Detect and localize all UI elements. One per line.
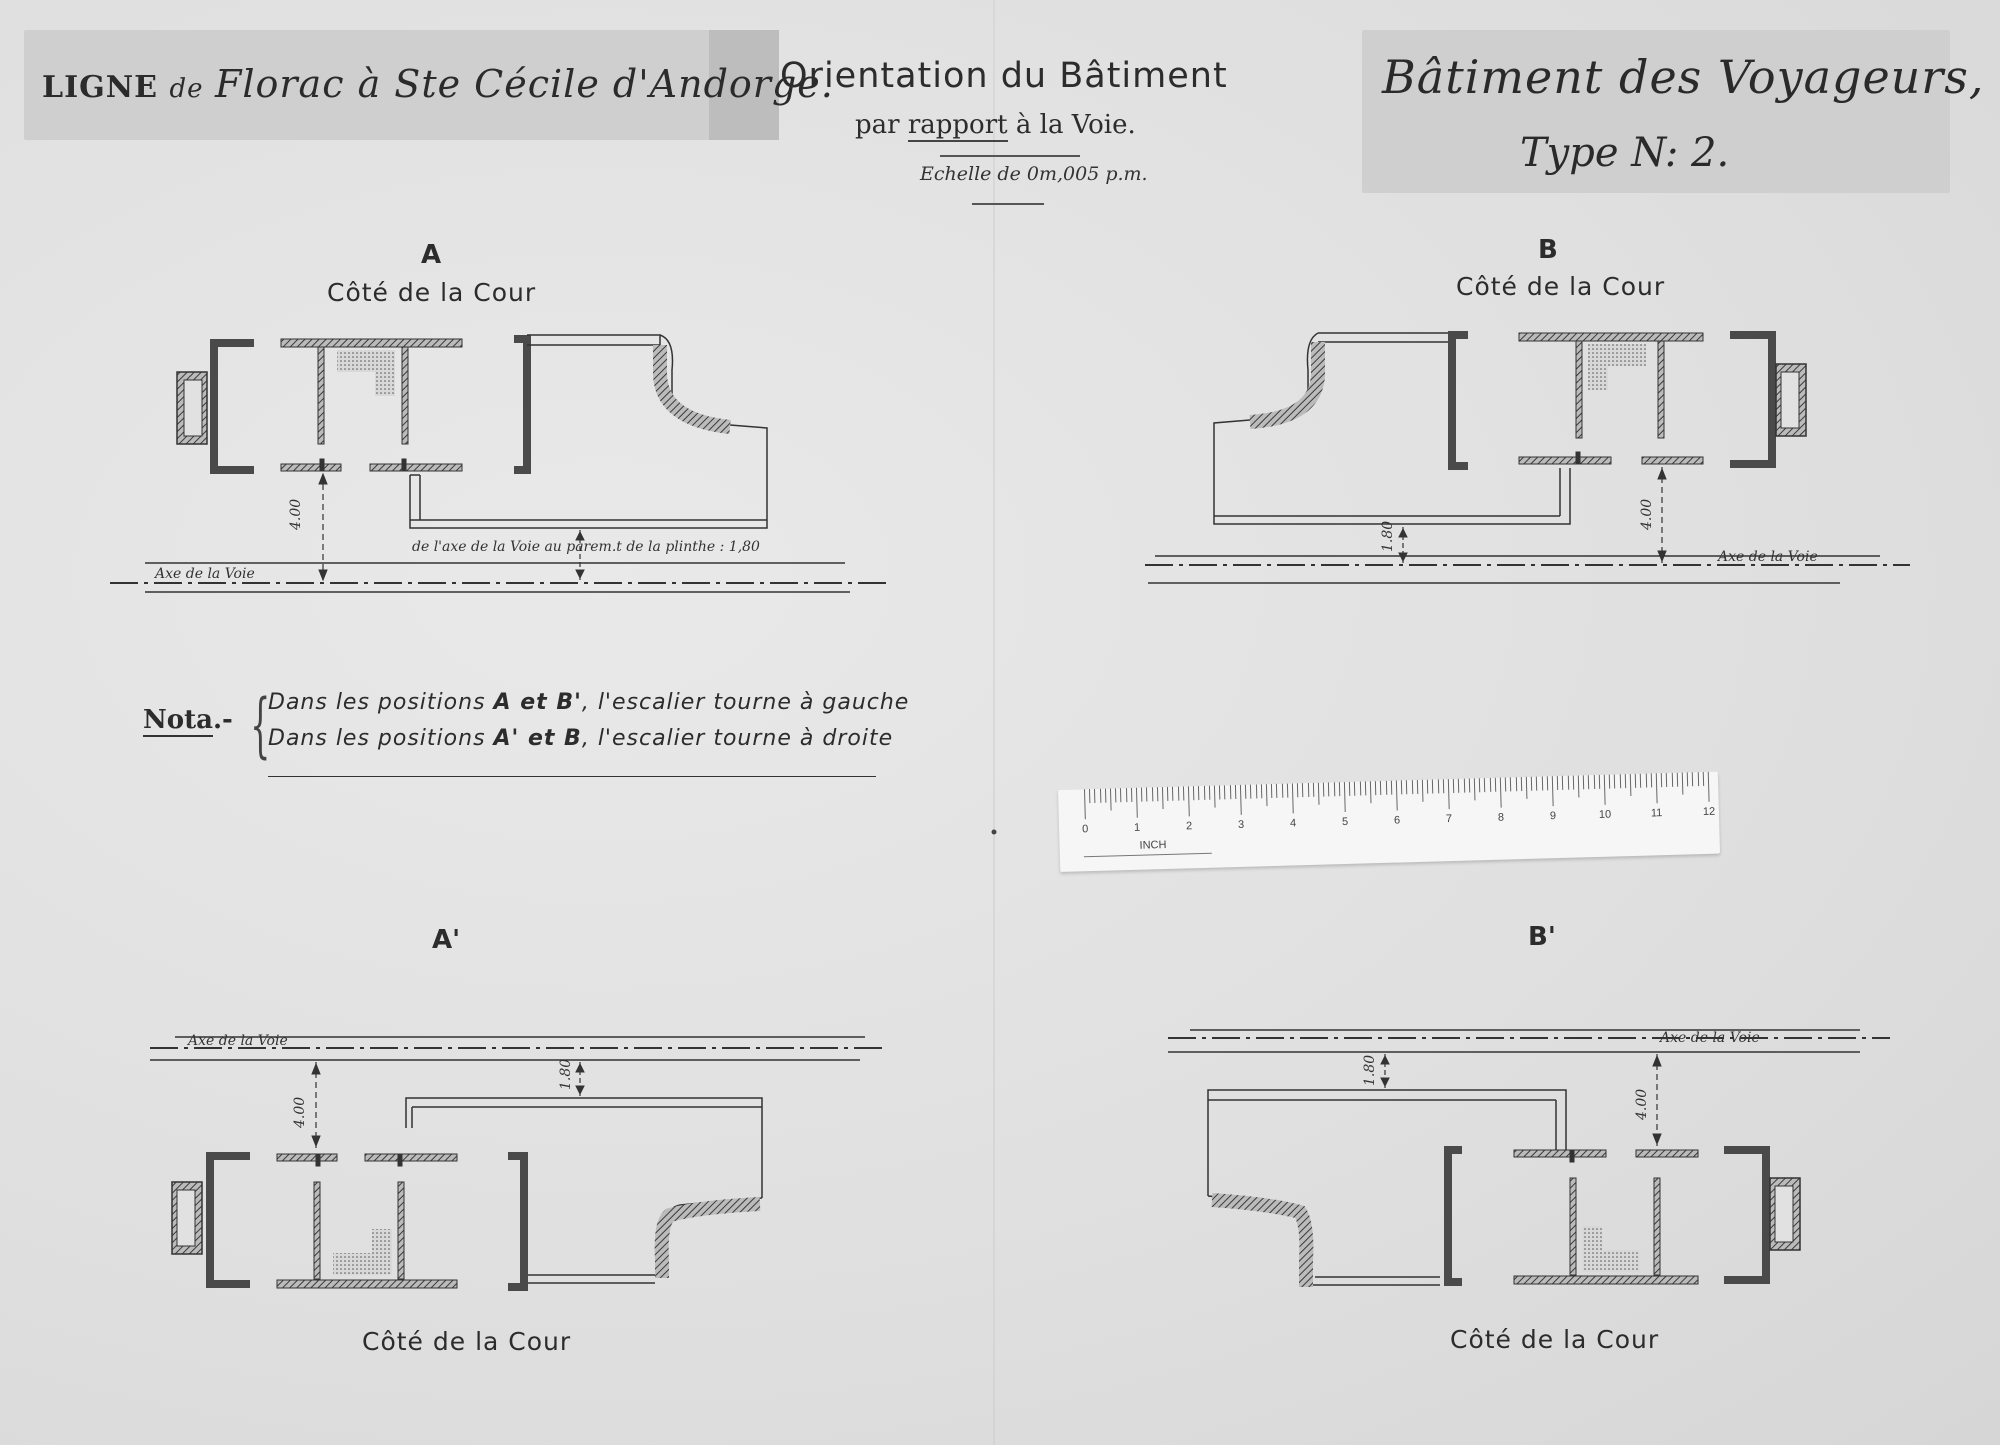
ruler-tick — [1240, 785, 1242, 815]
nota-line-2: Dans les positions A' et B, l'escalier tourne à droite — [268, 726, 894, 751]
ruler-tick — [1250, 785, 1251, 799]
ruler-tick — [1396, 781, 1398, 811]
ruler-tick — [1287, 784, 1288, 798]
ruler-tick — [1697, 772, 1698, 786]
ruler-tick — [1307, 783, 1308, 797]
ruler-tick — [1167, 787, 1168, 801]
ruler-tick — [1692, 772, 1693, 786]
ruler-tick — [1599, 775, 1600, 789]
sub-voie: à la Voie. — [1015, 110, 1136, 140]
ruler-tick — [1198, 786, 1199, 800]
line-route: Florac à Ste Cécile d'Andorge. — [214, 62, 834, 106]
plan-a-prime-dim-4: 4.00 — [292, 1096, 308, 1128]
ruler-tick — [1619, 774, 1620, 788]
sub-rapport: rapport — [907, 110, 1008, 140]
plan-b-cour: Côté de la Cour — [1456, 272, 1666, 301]
ruler-tick — [1183, 786, 1184, 800]
ruler-tick — [1422, 780, 1424, 802]
ruler-tick — [1302, 783, 1303, 797]
ruler-tick — [1162, 787, 1164, 809]
plan-b-axe: Axe de la Voie — [1718, 549, 1818, 565]
plan-b-prime-cour: Côté de la Cour — [1450, 1325, 1660, 1354]
ruler-tick — [1261, 784, 1262, 798]
plan-a-axe: Axe de la Voie — [155, 566, 255, 582]
ruler-tick — [1562, 776, 1563, 790]
plan-a-prime — [150, 1037, 885, 1288]
ruler-tick — [1640, 774, 1641, 788]
plan-a-prime-dim-1-80: 1.80 — [558, 1058, 574, 1090]
ruler-number: 9 — [1549, 810, 1557, 823]
nota-label: Nota.- — [143, 705, 233, 735]
plan-b-prime-axe: Axe de la Voie — [1660, 1030, 1760, 1046]
ruler-tick — [1146, 788, 1147, 802]
ruler-tick — [1687, 772, 1688, 786]
ruler-tick — [1495, 778, 1496, 792]
ruler-tick — [1489, 778, 1490, 792]
ruler-tick — [1547, 776, 1548, 790]
ruler-tick — [1656, 773, 1658, 803]
plan-b-dim-4: 4.00 — [1639, 498, 1655, 530]
plan-a-prime-cour: Côté de la Cour — [362, 1327, 572, 1356]
plan-b-prime-dim-1-80: 1.80 — [1362, 1054, 1378, 1086]
ruler-tick — [1131, 788, 1132, 802]
ruler-tick — [1479, 778, 1480, 792]
ruler-number: 8 — [1497, 811, 1505, 824]
ruler-tick — [1671, 773, 1672, 787]
ruler-tick — [1115, 788, 1116, 802]
ruler-number: 12 — [1702, 805, 1716, 819]
plan-b-prime-letter: B' — [1528, 922, 1556, 952]
ruler-tick — [1188, 786, 1190, 816]
ruler-number: 0 — [1081, 823, 1089, 836]
ruler-tick — [1323, 783, 1324, 797]
ruler-tick — [1120, 788, 1121, 802]
ruler-tick — [1708, 772, 1710, 802]
ruler-inch-line — [1084, 853, 1212, 858]
ruler-tick — [1359, 782, 1360, 796]
building-title: Bâtiment des Voyageurs, — [1382, 50, 1985, 104]
ruler-tick — [1401, 780, 1402, 794]
ruler-number: 7 — [1445, 813, 1453, 826]
ruler-tick — [1666, 773, 1667, 787]
ruler-number: 1 — [1133, 821, 1141, 834]
ruler-number: 6 — [1393, 814, 1401, 827]
ruler-tick — [1536, 777, 1537, 791]
ruler-tick — [1152, 787, 1153, 801]
ruler-tick — [1266, 784, 1268, 806]
plan-b — [1145, 333, 1910, 583]
ruler-tick — [1235, 785, 1236, 799]
ruler-tick — [1682, 773, 1684, 795]
ruler-tick — [1567, 776, 1568, 790]
ruler-tick — [1645, 774, 1646, 788]
ruler-tick — [1614, 774, 1615, 788]
ruler-tick — [1630, 774, 1632, 796]
ruler-unit: INCH — [1139, 838, 1167, 852]
ruler-tick — [1209, 786, 1210, 800]
ruler-tick — [1110, 789, 1112, 811]
ruler-tick — [1245, 785, 1246, 799]
plan-a-cour: Côté de la Cour — [327, 278, 537, 307]
orientation-title: Orientation du Bâtiment — [780, 56, 1228, 96]
ruler-tick — [1578, 775, 1580, 797]
ruler-tick — [1385, 781, 1386, 795]
ruler-tick — [1552, 776, 1554, 806]
ruler-tick — [1573, 776, 1574, 790]
ruler-tick — [1593, 775, 1594, 789]
ruler-tick — [1406, 780, 1407, 794]
nota-brace: { — [250, 684, 271, 766]
ruler-tick — [1625, 774, 1626, 788]
ruler-tick — [1453, 779, 1454, 793]
ruler-tick — [1354, 782, 1355, 796]
plan-b-dim-1-80: 1.80 — [1380, 520, 1396, 552]
ruler-tick — [1427, 780, 1428, 794]
ruler-tick — [1349, 782, 1350, 796]
ruler-number: 11 — [1650, 807, 1663, 820]
nota-line-1: Dans les positions A et B', l'escalier tourne à gauche — [268, 690, 910, 715]
ruler-tick — [1448, 779, 1450, 809]
ruler-tick — [1204, 786, 1205, 800]
ruler-tick — [1443, 779, 1444, 793]
sub-par: par — [855, 110, 900, 140]
ruler-tick — [1651, 773, 1652, 787]
ruler-tick — [1297, 783, 1298, 797]
ruler-tick — [1271, 784, 1272, 798]
ruler-tick — [1588, 775, 1589, 789]
ruler-tick — [1100, 789, 1101, 803]
ruler-tick — [1531, 777, 1532, 791]
ruler-tick — [1469, 779, 1470, 793]
ruler-tick — [1136, 788, 1138, 818]
ruler-tick — [1635, 774, 1636, 788]
ruler-tick — [1458, 779, 1459, 793]
line-word: LIGNE — [42, 70, 159, 105]
ruler-tick — [1365, 781, 1366, 795]
ruler-tick — [1339, 782, 1340, 796]
ruler-tick — [1344, 782, 1346, 812]
ruler-tick — [1256, 784, 1257, 798]
ruler-tick — [1583, 775, 1584, 789]
plan-a-letter: A — [421, 240, 442, 270]
ruler-tick — [1703, 772, 1704, 786]
ruler-tick — [1126, 788, 1127, 802]
plan-a-prime-letter: A' — [432, 925, 461, 955]
ruler-tick — [1432, 780, 1433, 794]
ruler-tick — [1557, 776, 1558, 790]
stray-dot — [992, 830, 997, 835]
line-de: de — [169, 74, 204, 104]
ruler-tick — [1193, 786, 1194, 800]
ruler-tick — [1084, 789, 1086, 819]
ruler-number: 4 — [1289, 817, 1297, 830]
ruler-tick — [1391, 781, 1392, 795]
ruler-tick — [1282, 784, 1283, 798]
ruler-tick — [1318, 783, 1320, 805]
ruler-tick — [1521, 777, 1522, 791]
ruler-tick — [1219, 785, 1220, 799]
ruler-tick — [1105, 789, 1106, 803]
ruler-tick — [1417, 780, 1418, 794]
ruler-tick — [1526, 777, 1528, 799]
ruler-tick — [1474, 778, 1476, 800]
ruler-tick — [1333, 782, 1334, 796]
plan-b-prime — [1168, 1030, 1890, 1287]
ruler-tick — [1292, 783, 1294, 813]
ruler-tick — [1178, 787, 1179, 801]
ruler-tick — [1500, 778, 1502, 808]
plan-b-letter: B — [1538, 235, 1558, 265]
scale-label: Echelle de 0m,005 p.m. — [920, 163, 1148, 185]
ruler-tick — [1328, 782, 1329, 796]
ruler-tick — [1505, 777, 1506, 791]
ruler-tick — [1541, 776, 1542, 790]
ruler-tick — [1515, 777, 1516, 791]
ruler-number: 10 — [1598, 808, 1612, 821]
ruler-tick — [1172, 787, 1173, 801]
plan-b-prime-dim-4: 4.00 — [1634, 1088, 1650, 1120]
ruler-number: 3 — [1237, 818, 1245, 831]
ruler-tick — [1089, 789, 1090, 803]
ruler-tick — [1094, 789, 1095, 803]
building-type: Type N: 2. — [1520, 130, 1730, 176]
ruler-tick — [1661, 773, 1662, 787]
ruler-tick — [1604, 775, 1606, 805]
ruler-tick — [1230, 785, 1231, 799]
ruler-tick — [1313, 783, 1314, 797]
ruler-tick — [1437, 779, 1438, 793]
ruler-tick — [1141, 788, 1142, 802]
ruler-tick — [1609, 775, 1610, 789]
ruler-tick — [1276, 784, 1277, 798]
ruler-tick — [1463, 779, 1464, 793]
ruler-tick — [1214, 786, 1216, 808]
ruler-tick — [1375, 781, 1376, 795]
ruler-tick — [1484, 778, 1485, 792]
ruler-number: 2 — [1185, 820, 1193, 833]
ruler-tick — [1370, 781, 1372, 803]
plan-a-dim-4: 4.00 — [288, 498, 304, 530]
plan-a-prime-axe: Axe de la Voie — [188, 1033, 288, 1049]
ruler-tick — [1380, 781, 1381, 795]
ruler-tick — [1224, 785, 1225, 799]
plan-a-note: de l'axe de la Voie au parem.t de la plinthe : 1,80 — [412, 539, 760, 555]
ruler-tick — [1510, 777, 1511, 791]
ruler-number: 5 — [1341, 815, 1349, 829]
ruler-tick — [1411, 780, 1412, 794]
ruler-tick — [1157, 787, 1158, 801]
ruler-tick — [1677, 773, 1678, 787]
